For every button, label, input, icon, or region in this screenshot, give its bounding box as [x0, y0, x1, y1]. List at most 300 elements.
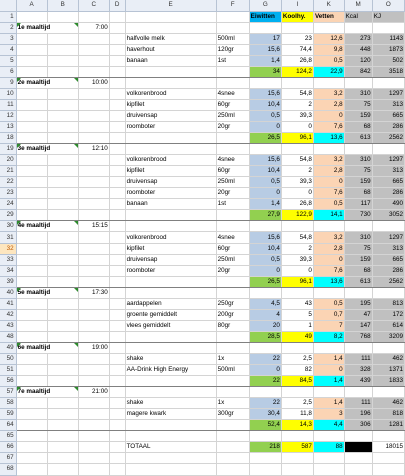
protein-value[interactable]: 22 [249, 398, 281, 409]
cell[interactable] [78, 453, 109, 464]
food-amount[interactable]: 80gr [216, 320, 249, 331]
cell[interactable] [16, 33, 47, 44]
meal-title[interactable]: 4e maaltijd [16, 221, 78, 232]
meal-title[interactable]: 2e maaltijd [16, 77, 78, 88]
cell[interactable] [16, 110, 47, 121]
cell[interactable] [281, 144, 313, 155]
row-header[interactable]: 57 [0, 387, 16, 398]
subtotal-kcal[interactable]: 842 [344, 66, 372, 77]
cell[interactable] [109, 188, 125, 199]
cell[interactable] [16, 254, 47, 265]
fat-value[interactable]: 12,6 [313, 33, 344, 44]
cell[interactable] [78, 188, 109, 199]
kj-value[interactable]: 490 [372, 199, 404, 210]
row-header[interactable]: 67 [0, 453, 16, 464]
cell[interactable] [109, 144, 125, 155]
subtotal-carbs[interactable]: 124,2 [281, 66, 313, 77]
carbs-value[interactable]: 2 [281, 99, 313, 110]
row-header[interactable]: 11 [0, 99, 16, 110]
cell[interactable] [16, 309, 47, 320]
row-header[interactable]: 5 [0, 55, 16, 66]
cell[interactable] [78, 409, 109, 420]
row-header[interactable]: 65 [0, 431, 16, 442]
total-protein[interactable]: 218 [249, 442, 281, 453]
food-name[interactable]: druivensap [125, 110, 216, 121]
cell[interactable] [344, 342, 372, 353]
cell[interactable] [78, 331, 109, 342]
food-amount[interactable]: 500ml [216, 365, 249, 376]
cell[interactable] [109, 453, 125, 464]
kj-value[interactable]: 286 [372, 188, 404, 199]
row-header[interactable]: 22 [0, 177, 16, 188]
cell[interactable] [281, 464, 313, 475]
cell[interactable] [109, 376, 125, 387]
food-name[interactable]: banaan [125, 199, 216, 210]
food-name[interactable]: vlees gemiddelt [125, 320, 216, 331]
subtotal-kj[interactable]: 2562 [372, 133, 404, 144]
cell[interactable] [216, 442, 249, 453]
subtotal-protein[interactable]: 26,5 [249, 133, 281, 144]
cell[interactable] [344, 431, 372, 442]
cell[interactable] [344, 77, 372, 88]
total-carbs[interactable]: 587 [281, 442, 313, 453]
cell[interactable] [125, 144, 216, 155]
cell[interactable] [78, 243, 109, 254]
cell[interactable] [78, 398, 109, 409]
kcal-value[interactable]: 68 [344, 122, 372, 133]
kj-value[interactable]: 286 [372, 122, 404, 133]
fat-value[interactable]: 3,2 [313, 232, 344, 243]
cell[interactable] [216, 464, 249, 475]
cell[interactable] [47, 442, 78, 453]
protein-value[interactable]: 22 [249, 354, 281, 365]
cell[interactable] [109, 243, 125, 254]
food-amount[interactable]: 250gr [216, 298, 249, 309]
row-header[interactable]: 12 [0, 110, 16, 121]
fat-value[interactable]: 0,5 [313, 199, 344, 210]
food-amount[interactable]: 250ml [216, 110, 249, 121]
cell[interactable] [78, 298, 109, 309]
cell[interactable] [109, 265, 125, 276]
food-amount[interactable]: 1x [216, 398, 249, 409]
cell[interactable] [47, 309, 78, 320]
cell[interactable] [16, 376, 47, 387]
food-amount[interactable]: 1st [216, 55, 249, 66]
carbs-value[interactable]: 39,3 [281, 254, 313, 265]
protein-value[interactable]: 0,5 [249, 110, 281, 121]
cell[interactable] [372, 77, 404, 88]
food-name[interactable]: kipfilet [125, 243, 216, 254]
fat-value[interactable]: 0 [313, 254, 344, 265]
kcal-value[interactable]: 310 [344, 155, 372, 166]
carbs-value[interactable]: 2 [281, 243, 313, 254]
cell[interactable] [313, 464, 344, 475]
cell[interactable] [125, 420, 216, 431]
cell[interactable] [16, 431, 47, 442]
column-header-O[interactable]: O [372, 0, 404, 11]
cell[interactable] [125, 22, 216, 33]
cell[interactable] [47, 188, 78, 199]
carbs-value[interactable]: 26,8 [281, 55, 313, 66]
protein-value[interactable]: 0 [249, 122, 281, 133]
food-amount[interactable]: 60gr [216, 166, 249, 177]
cell[interactable] [47, 33, 78, 44]
cell[interactable] [47, 276, 78, 287]
food-amount[interactable]: 250ml [216, 177, 249, 188]
kj-value[interactable]: 462 [372, 398, 404, 409]
carbs-value[interactable]: 2,5 [281, 354, 313, 365]
kj-value[interactable]: 665 [372, 177, 404, 188]
food-name[interactable]: volkorenbrood [125, 232, 216, 243]
cell[interactable] [109, 133, 125, 144]
row-header[interactable]: 24 [0, 199, 16, 210]
subtotal-protein[interactable]: 34 [249, 66, 281, 77]
food-amount[interactable]: 20gr [216, 122, 249, 133]
cell[interactable] [16, 243, 47, 254]
cell[interactable] [344, 287, 372, 298]
cell[interactable] [109, 442, 125, 453]
subtotal-kcal[interactable]: 613 [344, 133, 372, 144]
cell[interactable] [109, 22, 125, 33]
cell[interactable] [16, 409, 47, 420]
subtotal-fat[interactable]: 1,4 [313, 376, 344, 387]
row-header[interactable]: 21 [0, 166, 16, 177]
fat-value[interactable]: 0,5 [313, 298, 344, 309]
cell[interactable] [216, 276, 249, 287]
cell[interactable] [216, 342, 249, 353]
cell[interactable] [47, 210, 78, 221]
cell[interactable] [109, 99, 125, 110]
cell[interactable] [313, 342, 344, 353]
food-amount[interactable]: 20gr [216, 265, 249, 276]
cell[interactable] [16, 276, 47, 287]
column-header-M[interactable]: M [344, 0, 372, 11]
fat-value[interactable]: 9,8 [313, 44, 344, 55]
row-header[interactable]: 31 [0, 232, 16, 243]
kcal-value[interactable]: 68 [344, 188, 372, 199]
row-header[interactable]: 56 [0, 376, 16, 387]
cell[interactable] [216, 453, 249, 464]
cell[interactable] [47, 66, 78, 77]
cell[interactable] [125, 287, 216, 298]
column-header-D[interactable]: D [109, 0, 125, 11]
cell[interactable] [109, 199, 125, 210]
cell[interactable] [372, 22, 404, 33]
fat-value[interactable]: 0 [313, 177, 344, 188]
subtotal-kcal[interactable]: 439 [344, 376, 372, 387]
select-all-corner[interactable] [0, 0, 16, 11]
cell[interactable] [109, 11, 125, 22]
carbs-value[interactable]: 26,8 [281, 199, 313, 210]
cell[interactable] [109, 409, 125, 420]
row-header[interactable]: 2 [0, 22, 16, 33]
carbs-value[interactable]: 5 [281, 309, 313, 320]
cell[interactable] [281, 431, 313, 442]
cell[interactable] [313, 387, 344, 398]
protein-value[interactable]: 0 [249, 188, 281, 199]
column-header-I[interactable]: I [281, 0, 313, 11]
cell[interactable] [249, 287, 281, 298]
header-kcal[interactable]: Kcal [344, 11, 372, 22]
cell[interactable] [78, 122, 109, 133]
fat-value[interactable]: 0 [313, 110, 344, 121]
kj-value[interactable]: 1143 [372, 33, 404, 44]
protein-value[interactable]: 4 [249, 309, 281, 320]
cell[interactable] [109, 232, 125, 243]
food-name[interactable]: roomboter [125, 265, 216, 276]
meal-time[interactable]: 19:00 [78, 342, 109, 353]
kj-value[interactable]: 313 [372, 166, 404, 177]
cell[interactable] [216, 331, 249, 342]
row-header[interactable]: 30 [0, 221, 16, 232]
cell[interactable] [281, 22, 313, 33]
cell[interactable] [16, 320, 47, 331]
cell[interactable] [78, 110, 109, 121]
kj-value[interactable]: 665 [372, 110, 404, 121]
kcal-value[interactable]: 147 [344, 320, 372, 331]
kcal-value[interactable]: 310 [344, 232, 372, 243]
carbs-value[interactable]: 39,3 [281, 177, 313, 188]
cell[interactable] [47, 376, 78, 387]
cell[interactable] [78, 88, 109, 99]
food-name[interactable]: volkorenbrood [125, 88, 216, 99]
row-header[interactable]: 58 [0, 398, 16, 409]
cell[interactable] [216, 221, 249, 232]
cell[interactable] [78, 55, 109, 66]
cell[interactable] [47, 265, 78, 276]
cell[interactable] [372, 431, 404, 442]
fat-value[interactable]: 7,6 [313, 188, 344, 199]
row-header[interactable]: 34 [0, 265, 16, 276]
cell[interactable] [78, 199, 109, 210]
fat-value[interactable]: 7,6 [313, 122, 344, 133]
cell[interactable] [125, 77, 216, 88]
cell[interactable] [16, 166, 47, 177]
cell[interactable] [47, 99, 78, 110]
header-protein[interactable]: Eiwitten [249, 11, 281, 22]
kcal-value[interactable]: 75 [344, 166, 372, 177]
cell[interactable] [78, 442, 109, 453]
kj-value[interactable]: 1371 [372, 365, 404, 376]
cell[interactable] [125, 376, 216, 387]
cell[interactable] [47, 365, 78, 376]
subtotal-protein[interactable]: 52,4 [249, 420, 281, 431]
subtotal-kcal[interactable]: 730 [344, 210, 372, 221]
kcal-value[interactable]: 196 [344, 409, 372, 420]
subtotal-kcal[interactable]: 768 [344, 331, 372, 342]
food-name[interactable]: halfvolle melk [125, 33, 216, 44]
row-header[interactable]: 20 [0, 155, 16, 166]
cell[interactable] [16, 464, 47, 475]
food-name[interactable]: druivensap [125, 177, 216, 188]
cell[interactable] [313, 431, 344, 442]
cell[interactable] [47, 320, 78, 331]
row-header[interactable]: 42 [0, 309, 16, 320]
cell[interactable] [78, 376, 109, 387]
cell[interactable] [16, 44, 47, 55]
column-header-G[interactable]: G [249, 0, 281, 11]
food-name[interactable]: kipfilet [125, 166, 216, 177]
kj-value[interactable]: 1297 [372, 88, 404, 99]
cell[interactable] [125, 453, 216, 464]
cell[interactable] [216, 420, 249, 431]
cell[interactable] [109, 464, 125, 475]
kj-value[interactable]: 818 [372, 409, 404, 420]
cell[interactable] [281, 221, 313, 232]
cell[interactable] [78, 254, 109, 265]
fat-value[interactable]: 7 [313, 320, 344, 331]
cell[interactable] [125, 464, 216, 475]
column-header-B[interactable]: B [47, 0, 78, 11]
kj-value[interactable]: 813 [372, 298, 404, 309]
cell[interactable] [313, 221, 344, 232]
kcal-value[interactable]: 111 [344, 398, 372, 409]
cell[interactable] [125, 210, 216, 221]
cell[interactable] [372, 144, 404, 155]
food-amount[interactable]: 4snee [216, 88, 249, 99]
column-header-A[interactable]: A [16, 0, 47, 11]
cell[interactable] [78, 210, 109, 221]
cell[interactable] [109, 221, 125, 232]
food-amount[interactable]: 60gr [216, 243, 249, 254]
cell[interactable] [78, 431, 109, 442]
protein-value[interactable]: 15,6 [249, 88, 281, 99]
header-fat[interactable]: Vetten [313, 11, 344, 22]
cell[interactable] [47, 44, 78, 55]
food-name[interactable]: shake [125, 354, 216, 365]
cell[interactable] [109, 88, 125, 99]
cell[interactable] [78, 33, 109, 44]
cell[interactable] [372, 453, 404, 464]
subtotal-kj[interactable]: 1281 [372, 420, 404, 431]
cell[interactable] [16, 365, 47, 376]
carbs-value[interactable]: 54,8 [281, 155, 313, 166]
kj-value[interactable]: 462 [372, 354, 404, 365]
cell[interactable] [16, 199, 47, 210]
cell[interactable] [47, 199, 78, 210]
carbs-value[interactable]: 23 [281, 33, 313, 44]
cell[interactable] [109, 354, 125, 365]
row-header[interactable]: 64 [0, 420, 16, 431]
subtotal-kj[interactable]: 3209 [372, 331, 404, 342]
fat-value[interactable]: 1,4 [313, 354, 344, 365]
subtotal-fat[interactable]: 13,6 [313, 276, 344, 287]
row-header[interactable]: 3 [0, 33, 16, 44]
cell[interactable] [16, 155, 47, 166]
cell[interactable] [47, 155, 78, 166]
cell[interactable] [344, 144, 372, 155]
cell[interactable] [109, 166, 125, 177]
subtotal-protein[interactable]: 26,5 [249, 276, 281, 287]
cell[interactable] [216, 66, 249, 77]
row-header[interactable]: 19 [0, 144, 16, 155]
cell[interactable] [47, 331, 78, 342]
protein-value[interactable]: 10,4 [249, 243, 281, 254]
cell[interactable] [216, 287, 249, 298]
cell[interactable] [16, 122, 47, 133]
column-header-K[interactable]: K [313, 0, 344, 11]
protein-value[interactable]: 1,4 [249, 199, 281, 210]
food-name[interactable]: groente gemiddelt [125, 309, 216, 320]
row-header[interactable]: 10 [0, 88, 16, 99]
cell[interactable] [47, 431, 78, 442]
header-kj[interactable]: KJ [372, 11, 404, 22]
cell[interactable] [16, 188, 47, 199]
food-name[interactable]: banaan [125, 55, 216, 66]
subtotal-carbs[interactable]: 84,5 [281, 376, 313, 387]
cell[interactable] [47, 243, 78, 254]
cell[interactable] [344, 221, 372, 232]
total-label[interactable]: TOTAAL [125, 442, 216, 453]
cell[interactable] [216, 22, 249, 33]
meal-time[interactable]: 10:00 [78, 77, 109, 88]
cell[interactable] [313, 22, 344, 33]
cell[interactable] [313, 144, 344, 155]
kj-value[interactable]: 1297 [372, 155, 404, 166]
cell[interactable] [78, 44, 109, 55]
cell[interactable] [216, 431, 249, 442]
cell[interactable] [78, 133, 109, 144]
meal-title[interactable]: 3e maaltijd [16, 144, 78, 155]
cell[interactable] [109, 431, 125, 442]
cell[interactable] [216, 133, 249, 144]
row-header[interactable]: 29 [0, 210, 16, 221]
meal-title[interactable]: 7e maaltijd [16, 387, 78, 398]
subtotal-fat[interactable]: 14,1 [313, 210, 344, 221]
cell[interactable] [78, 232, 109, 243]
row-header[interactable]: 18 [0, 133, 16, 144]
cell[interactable] [109, 44, 125, 55]
cell[interactable] [109, 320, 125, 331]
row-header[interactable]: 33 [0, 254, 16, 265]
cell[interactable] [372, 287, 404, 298]
protein-value[interactable]: 4,5 [249, 298, 281, 309]
row-header[interactable]: 51 [0, 365, 16, 376]
protein-value[interactable]: 20 [249, 320, 281, 331]
subtotal-protein[interactable]: 22 [249, 376, 281, 387]
food-name[interactable]: kipfilet [125, 99, 216, 110]
food-name[interactable]: roomboter [125, 188, 216, 199]
meal-title[interactable]: 1e maaltijd [16, 22, 78, 33]
food-amount[interactable]: 1x [216, 354, 249, 365]
cell[interactable] [109, 155, 125, 166]
carbs-value[interactable]: 0 [281, 122, 313, 133]
cell[interactable] [47, 254, 78, 265]
row-header[interactable]: 39 [0, 276, 16, 287]
cell[interactable] [16, 177, 47, 188]
carbs-value[interactable]: 0 [281, 188, 313, 199]
cell[interactable] [16, 453, 47, 464]
food-amount[interactable]: 1st [216, 199, 249, 210]
kcal-value[interactable]: 120 [344, 55, 372, 66]
column-header-F[interactable]: F [216, 0, 249, 11]
cell[interactable] [216, 376, 249, 387]
protein-value[interactable]: 10,4 [249, 99, 281, 110]
cell[interactable] [16, 66, 47, 77]
cell[interactable] [344, 453, 372, 464]
meal-title[interactable]: 5e maaltijd [16, 287, 78, 298]
cell[interactable] [16, 354, 47, 365]
subtotal-fat[interactable]: 8,2 [313, 331, 344, 342]
cell[interactable] [281, 342, 313, 353]
cell[interactable] [78, 464, 109, 475]
cell[interactable] [109, 210, 125, 221]
kcal-value[interactable]: 159 [344, 177, 372, 188]
row-header[interactable]: 59 [0, 409, 16, 420]
cell[interactable] [125, 331, 216, 342]
subtotal-fat[interactable]: 13,6 [313, 133, 344, 144]
cell[interactable] [16, 99, 47, 110]
